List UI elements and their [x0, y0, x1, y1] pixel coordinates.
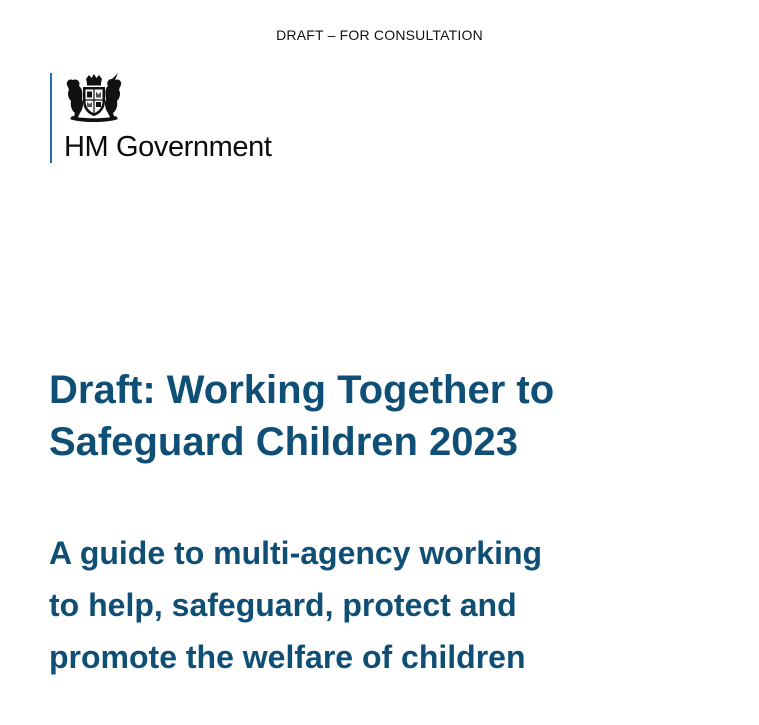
document-title-line: Safeguard Children 2023 [49, 420, 519, 464]
royal-coat-of-arms-icon [62, 73, 126, 123]
document-subtitle-line: promote the welfare of children [49, 639, 526, 675]
document-title-line: Draft: Working Together to [49, 368, 555, 412]
organisation-name: HM Government [64, 131, 272, 163]
document-subtitle [49, 527, 739, 683]
document-subtitle-line: A guide to multi-agency working [49, 535, 543, 571]
document-title [49, 364, 739, 468]
logo-divider [50, 73, 52, 163]
draft-notice: DRAFT – FOR CONSULTATION [276, 27, 483, 43]
document-subtitle-line: to help, safeguard, protect and [49, 587, 517, 623]
